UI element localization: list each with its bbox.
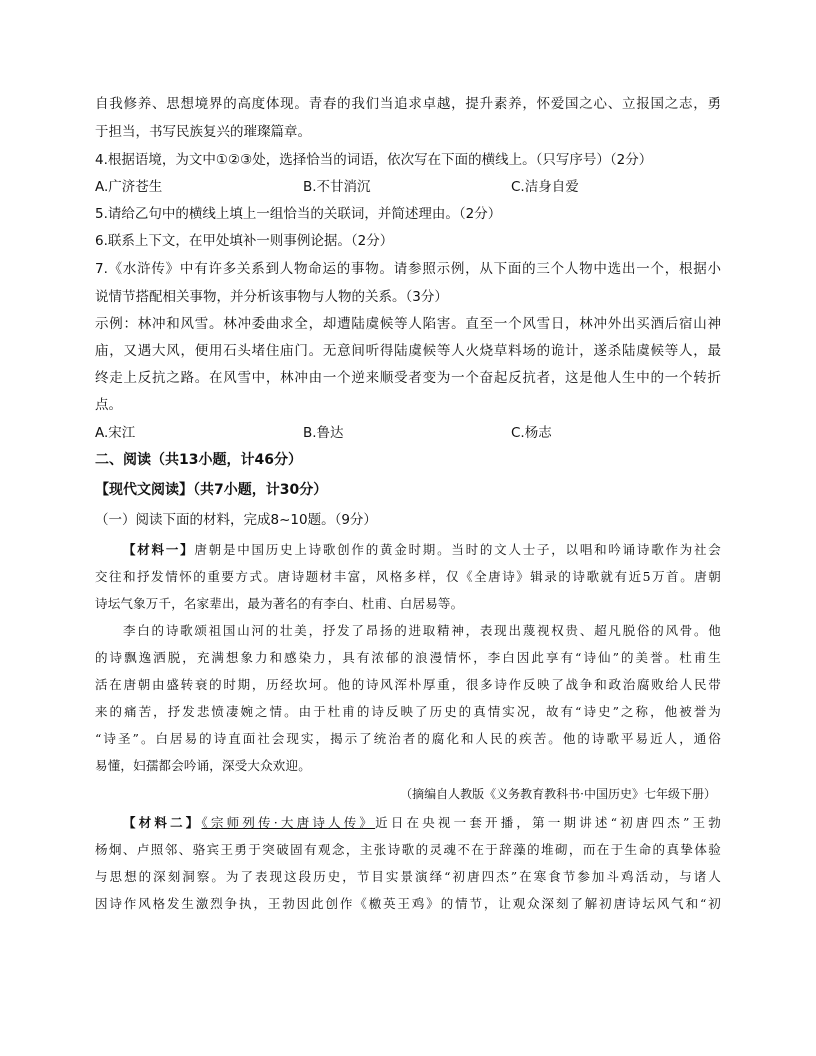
- material-2-line-3: 与思想的深刻洞察。为了表现这段历史，节目实景演绎“初唐四杰”在寒食节参加斗鸡活动，与诸人: [95, 869, 721, 884]
- question-7-option-a: A.宋江: [95, 425, 136, 441]
- passage-line-2: 于担当，书写民族复兴的璀璨篇章。: [95, 124, 311, 140]
- material-1-label: 【材料一】: [123, 542, 195, 557]
- material-2-line-1: [95, 810, 721, 836]
- question-7-example-line-1: 示例：林冲和风雪。林冲委曲求全，却遭陆虞候等人陷害。直至一个风雪日，林冲外出买酒后宿山神: [95, 316, 721, 332]
- material-1-line-6: 活在唐朝由盛转衰的时期，历经坎坷。他的诗风浑朴厚重，很多诗作反映了战争和政治腐败给人民带: [95, 677, 721, 692]
- material-1-line-5: 的诗飘逸洒脱，充满想象力和感染力，具有浓郁的浪漫情怀，李白因此享有“诗仙”的美誉。杜甫生: [95, 650, 721, 665]
- material-2-line-4: 因诗作风格发生激烈争执，王勃因此创作《檄英王鸡》的情节，让观众深刻了解初唐诗坛风气和“初: [95, 896, 721, 911]
- material-2-text: 近日在央视一套开播，第一期讲述“初唐四杰”王勃: [375, 815, 721, 830]
- question-4-option-a: A.广济苍生: [95, 179, 163, 195]
- passage-line-1: 自我修养、思想境界的高度体现。青春的我们当追求卓越，提升素养，怀爱国之心、立报国之志，勇: [95, 96, 721, 112]
- question-7-option-c: C.杨志: [511, 425, 552, 441]
- question-4-option-b: B.不甘消沉: [303, 179, 371, 195]
- question-5-stem: 5.请给乙句中的横线上填上一组恰当的关联词，并简述理由。（2分）: [95, 206, 502, 222]
- question-6-stem: 6.联系上下文，在甲处填补一则事例论据。（2分）: [95, 233, 394, 249]
- material-2-label: 【材料二】: [123, 815, 202, 830]
- material-1-line-3: 诗坛气象万千，名家辈出，最为著名的有李白、杜甫、白居易等。: [95, 596, 464, 611]
- question-7-example-line-3: 终走上反抗之路。在风雪中，林冲由一个逆来顺受者变为一个奋起反抗者，这是他人生中的一个转折: [95, 370, 721, 386]
- material-1-line-7: 来的痛苦，抒发悲愤凄婉之情。由于杜甫的诗反映了历史的真情实况，故有“诗史”之称，他被誉为: [95, 704, 721, 719]
- question-7-example-line-4: 点。: [95, 397, 122, 413]
- section-2-title: 二、阅读（共13小题，计46分）: [95, 452, 302, 468]
- material-2-program-title: 《宗师列传·大唐诗人传》: [201, 815, 376, 830]
- material-2-line-2: 杨炯、卢照邻、骆宾王勇于突破固有观念，主张诗歌的灵魂不在于辞藻的堆砌，而在于生命的真挚体验: [95, 842, 721, 857]
- section-2-subtitle: 【现代文阅读】（共7小题，计30分）: [95, 482, 328, 498]
- material-1-source: （摘编自人教版《义务教育教科书·中国历史》七年级下册）: [400, 787, 716, 801]
- question-4-option-c: C.洁身自爱: [511, 179, 579, 195]
- question-7-line-2: 说情节搭配相关事物，并分析该事物与人物的关系。（3分）: [95, 289, 448, 305]
- question-4-stem: 4.根据语境，为文中①②③处，选择恰当的词语，依次写在下面的横线上。（只写序号）（2分）: [95, 152, 653, 168]
- question-7-example-line-2: 庙，又遇大风，便用石头堵住庙门。无意间听得陆虞候等人火烧草料场的诡计，遂杀陆虞候等人，最: [95, 343, 721, 359]
- material-1-line-8: “诗圣”。白居易的诗直面社会现实，揭示了统治者的腐化和人民的疾苦。他的诗歌平易近人，通俗: [95, 731, 721, 746]
- material-1-line-2: 交往和抒发情怀的重要方式。唐诗题材丰富，风格多样，仅《全唐诗》辑录的诗歌就有近5万首。唐朝: [95, 569, 721, 584]
- material-1-line-4: 李白的诗歌颂祖国山河的壮美，抒发了昂扬的进取精神，表现出蔑视权贵、超凡脱俗的风骨。他: [123, 623, 721, 638]
- question-7-option-b: B.鲁达: [303, 425, 344, 441]
- reading-instruction: （一）阅读下面的材料，完成8~10题。（9分）: [95, 512, 377, 528]
- material-1-line-9: 易懂，妇孺都会吟诵，深受大众欢迎。: [95, 758, 311, 773]
- material-1-text: 唐朝是中国历史上诗歌创作的黄金时期。当时的文人士子，以唱和吟诵诗歌作为社会: [194, 542, 721, 557]
- question-7-line-1: 7.《水浒传》中有许多关系到人物命运的事物。请参照示例，从下面的三个人物中选出一个，根据小: [95, 261, 721, 277]
- material-1-line-1: [95, 537, 721, 563]
